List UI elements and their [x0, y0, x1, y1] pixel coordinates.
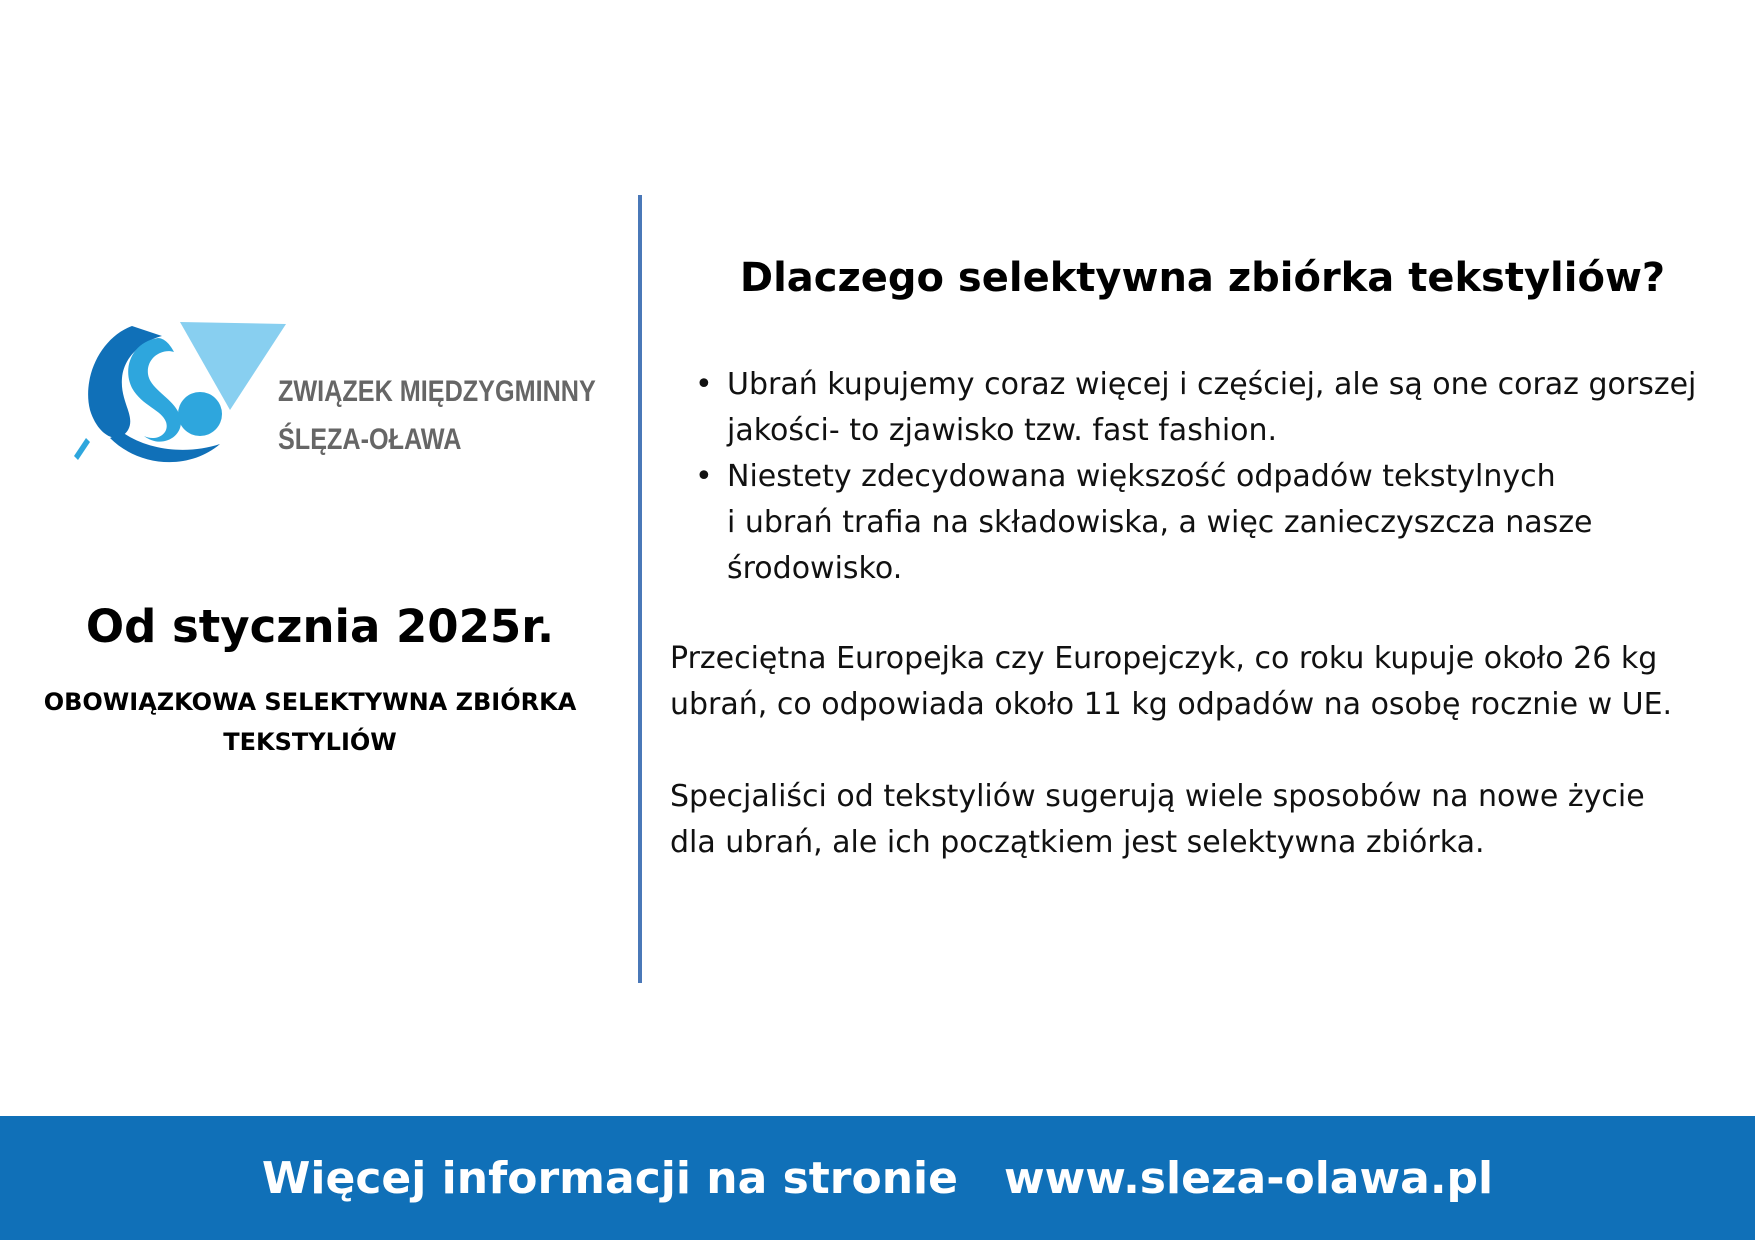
logo-circle-shape — [178, 392, 222, 436]
vertical-divider — [638, 195, 642, 983]
bullet-1-line-1: Ubrań kupujemy coraz więcej i częściej, ale są one coraz gorszej — [727, 367, 1697, 402]
bullet-item — [695, 454, 1745, 592]
right-title: Dlaczego selektywna zbiórka tekstyliów? — [739, 255, 1666, 301]
logo-swoosh-shape — [128, 338, 181, 442]
bullet-icon: • — [695, 459, 713, 494]
logo-text — [278, 368, 596, 464]
bullet-1-line-2: jakości- to zjawisko tzw. fast fashion. — [727, 413, 1278, 448]
bullet-2-line-3: środowisko. — [727, 551, 903, 586]
paragraph-1-line-1: Przeciętna Europejka czy Europejczyk, co roku kupuje około 26 kg — [670, 641, 1658, 676]
left-subtitle-line-2: TEKSTYLIÓW — [223, 728, 397, 756]
logo-tail-shape — [74, 438, 90, 460]
bullet-list — [695, 362, 1745, 592]
paragraph-2-line-1: Specjaliści od tekstyliów sugerują wiele sposobów na nowe życie — [670, 779, 1645, 814]
paragraph-specialists — [670, 774, 1745, 866]
logo-line-1: ZWIĄZEK MIĘDZYGMINNY — [278, 375, 596, 408]
paragraph-consumption — [670, 636, 1745, 728]
left-title: Od stycznia 2025r. — [85, 600, 555, 653]
bullet-item — [695, 362, 1745, 454]
bullet-icon: • — [695, 367, 713, 402]
paragraph-1-line-2: ubrań, co odpowiada około 11 kg odpadów na osobę rocznie w UE. — [670, 687, 1673, 722]
bullet-2-line-1: Niestety zdecydowana większość odpadów tekstylnych — [727, 459, 1556, 494]
footer-label: Więcej informacji na stronie — [261, 1152, 958, 1204]
paragraph-2-line-2: dla ubrań, ale ich początkiem jest selektywna zbiórka. — [670, 825, 1485, 860]
left-subtitle-line-1: OBOWIĄZKOWA SELEKTYWNA ZBIÓRKA — [43, 688, 577, 716]
footer-url-link[interactable]: www.sleza-olawa.pl — [1003, 1152, 1494, 1204]
bullet-2-line-2: i ubrań trafia na składowiska, a więc zanieczyszcza nasze — [727, 505, 1593, 540]
left-subtitle — [20, 682, 600, 762]
footer-banner — [0, 1116, 1755, 1240]
logo-line-2: ŚLĘZA-OŁAWA — [278, 423, 462, 456]
